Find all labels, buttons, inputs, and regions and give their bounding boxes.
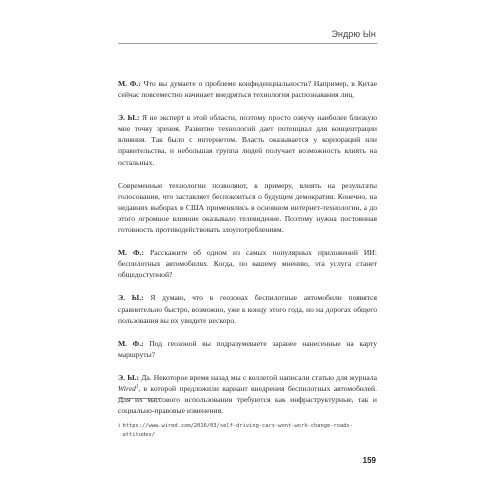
paragraph-text: Я не эксперт в этой области, поэтому просто озвучу наиболее близкую мне точку зрения. Развитие технологий дает потенциал для концентрации влияния. Так было с интернетом. Власть оказывается у корпораций или правительства, и небольшая группа людей получает возможность влиять на остальных. bbox=[118, 113, 377, 167]
paragraph-7 bbox=[118, 372, 377, 416]
speaker-label: Э. Ы.: bbox=[118, 113, 140, 123]
body-text bbox=[118, 78, 377, 428]
paragraph-text: Что вы думаете о проблеме конфиденциальности? Например, в Китае сейчас повсеместно начинает внедряться технология распознавания лиц. bbox=[118, 79, 377, 100]
footnote-reference[interactable]: 1 bbox=[135, 384, 139, 390]
paragraph-text: Под геозоной вы подразумеваете заранее нанесенные на карту маршруты? bbox=[118, 338, 377, 359]
paragraph-text: Современные технологии позволяют, к примеру, влиять на результаты голосования, что заставляет беспокоиться о будущем демократии. Конечно, на недавних выборах в США применялись в основном интернет-технологии, а до этого огромное влияние оказывало телевидение. Поэтому нужна постоянная готовность противодействовать злоупотреблениям. bbox=[118, 180, 377, 235]
page-number: 159 bbox=[362, 456, 376, 465]
footnote bbox=[118, 422, 377, 440]
paragraph-2 bbox=[118, 112, 377, 167]
speaker-label: Э. Ы.: bbox=[118, 372, 140, 382]
paragraph-5 bbox=[118, 292, 377, 325]
paragraph-text: Расскажите об одном из самых популярных приложений ИИ: беспилотных автомобилях. Когда, по вашему мнению, эта услуга станет общедоступной? bbox=[118, 248, 377, 280]
paragraph-text-after: , в которой предложили вариант внедрения беспилотных автомобилей. Для их массового использования требуются как инфраструктурные, так и социально-правовые изменения. bbox=[118, 383, 377, 416]
speaker-label: М. Ф.: bbox=[118, 338, 144, 348]
paragraph-text: Я думаю, что в геозонах беспилотные автомобили появятся сравнительно быстро, возможно, уже к концу этого года, но на дорогах общего пользования вы их увидите нескоро. bbox=[118, 293, 377, 325]
speaker-label: М. Ф.: bbox=[118, 248, 145, 258]
paragraph-6 bbox=[118, 338, 377, 360]
paragraph-4 bbox=[118, 247, 377, 280]
footnote-rule bbox=[118, 398, 162, 399]
header-rule bbox=[118, 43, 377, 44]
paragraph-text-before: Да. Некоторое время назад мы с коллегой написали статью для журнала bbox=[139, 372, 377, 382]
paragraph-1 bbox=[118, 78, 377, 100]
journal-title: Wired bbox=[118, 383, 136, 393]
speaker-label: М. Ф.: bbox=[118, 79, 141, 88]
footnote-link[interactable]: https://www.wired.com/2016/03/self-driving-cars-wont-work-change-roads-attitudes/ bbox=[122, 423, 353, 438]
speaker-label: Э. Ы.: bbox=[118, 293, 144, 303]
footnote-mark: 1 bbox=[118, 424, 121, 429]
paragraph-3 bbox=[118, 180, 377, 235]
running-head: Эндрю Ын bbox=[331, 29, 376, 39]
